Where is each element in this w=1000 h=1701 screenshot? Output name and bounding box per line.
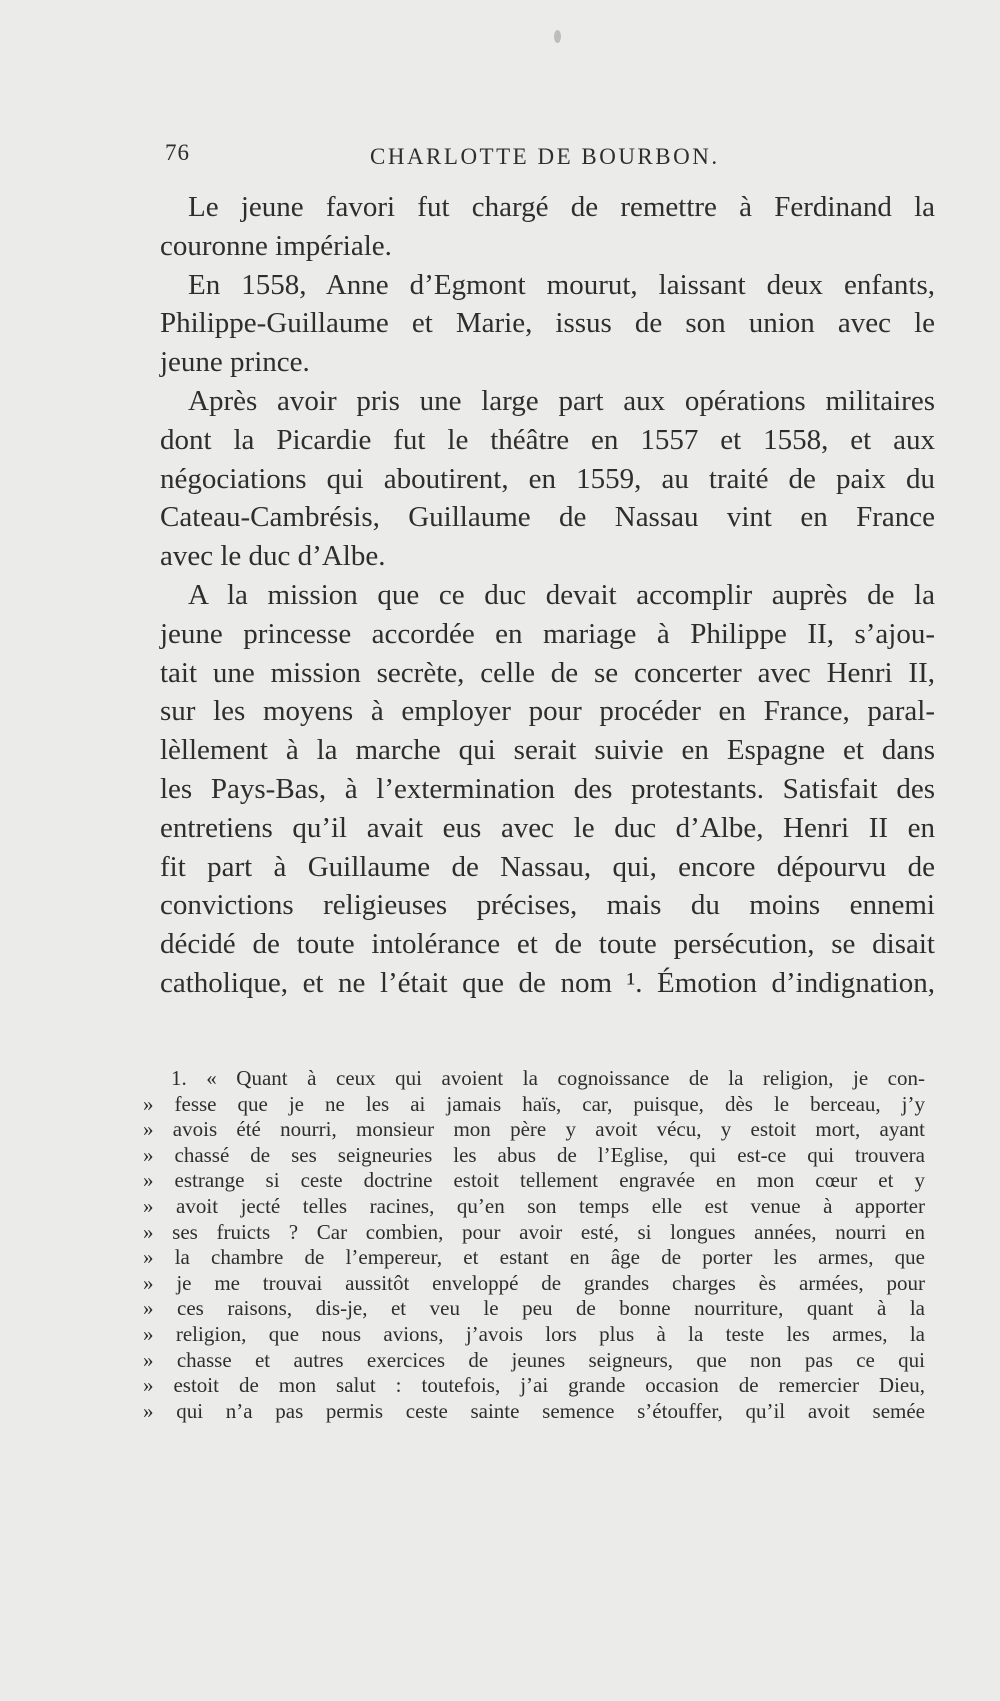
- body-line: sur les moyens à employer pour procéder en France, paral-: [160, 695, 935, 728]
- footnote-line: » qui n’a pas permis ceste sainte semence s’étouffer, qu’il avoit semée: [143, 1398, 925, 1423]
- footnote-line: » religion, que nous avions, j’avois lors plus à la teste les armes, la: [143, 1321, 925, 1346]
- page-header: [165, 140, 935, 180]
- page-number: 76: [165, 140, 190, 165]
- body-line: décidé de toute intolérance et de toute persécution, se disait: [160, 928, 935, 961]
- body-line: négociations qui aboutirent, en 1559, au traité de paix du: [160, 462, 935, 495]
- footnote-line: 1. « Quant à ceux qui avoient la cognoissance de la religion, je con-: [171, 1066, 925, 1090]
- footnote-line: » estrange si ceste doctrine estoit tellement engravée en mon cœur et y: [143, 1168, 925, 1193]
- body-line: entretiens qu’il avait eus avec le duc d’Albe, Henri II en: [160, 811, 935, 844]
- body-line: jeune prince.: [160, 346, 310, 379]
- body-line: Philippe-Guillaume et Marie, issus de son union avec le: [160, 307, 935, 340]
- footnote-line: » la chambre de l’empereur, et estant en âge de porter les armes, que: [143, 1245, 925, 1270]
- body-text: [160, 188, 935, 1003]
- running-title: CHARLOTTE DE BOURBON.: [370, 144, 720, 169]
- footnote-line: » je me trouvai aussitôt enveloppé de grandes charges ès armées, pour: [143, 1270, 925, 1295]
- body-line: tait une mission secrète, celle de se concerter avec Henri II,: [160, 656, 935, 689]
- footnote: [143, 1066, 925, 1424]
- ink-smudge: [554, 30, 561, 43]
- body-line: Cateau-Cambrésis, Guillaume de Nassau vint en France: [160, 501, 935, 534]
- body-line: jeune princesse accordée en mariage à Philippe II, s’ajou-: [160, 617, 935, 650]
- body-line: les Pays-Bas, à l’extermination des protestants. Satisfait des: [160, 772, 935, 805]
- footnote-line: » avois été nourri, monsieur mon père y avoit vécu, y estoit mort, ayant: [143, 1117, 925, 1142]
- body-line: Après avoir pris une large part aux opérations militaires: [188, 384, 935, 417]
- footnote-line: » fesse que je ne les ai jamais haïs, car, puisque, dès le berceau, j’y: [143, 1091, 925, 1116]
- body-line: avec le duc d’Albe.: [160, 540, 386, 573]
- body-line: A la mission que ce duc devait accomplir auprès de la: [188, 578, 935, 611]
- body-line: lèllement à la marche qui serait suivie en Espagne et dans: [160, 734, 935, 767]
- footnote-line: » chassé de ses seigneuries les abus de l’Eglise, qui est-ce qui trouvera: [143, 1142, 925, 1167]
- body-line: couronne impériale.: [160, 229, 392, 262]
- body-line: catholique, et ne l’était que de nom ¹. Émotion d’indignation,: [160, 966, 935, 999]
- body-line: Le jeune favori fut chargé de remettre à Ferdinand la: [188, 191, 935, 223]
- footnote-line: » ces raisons, dis-je, et veu le peu de bonne nourriture, quant à la: [143, 1296, 925, 1321]
- footnote-line: » estoit de mon salut : toutefois, j’ai grande occasion de remercier Dieu,: [143, 1373, 925, 1398]
- footnote-line: » avoit jecté telles racines, qu’en son temps elle est venue à apporter: [143, 1193, 925, 1218]
- body-line: dont la Picardie fut le théâtre en 1557 et 1558, et aux: [160, 423, 935, 456]
- footnote-line: » ses fruicts ? Car combien, pour avoir esté, si longues années, nourri en: [143, 1219, 925, 1244]
- footnote-line: » chasse et autres exercices de jeunes seigneurs, que non pas ce qui: [143, 1347, 925, 1372]
- body-line: En 1558, Anne d’Egmont mourut, laissant deux enfants,: [188, 268, 935, 301]
- body-line: fit part à Guillaume de Nassau, qui, encore dépourvu de: [160, 850, 935, 883]
- body-line: convictions religieuses précises, mais du moins ennemi: [160, 889, 935, 922]
